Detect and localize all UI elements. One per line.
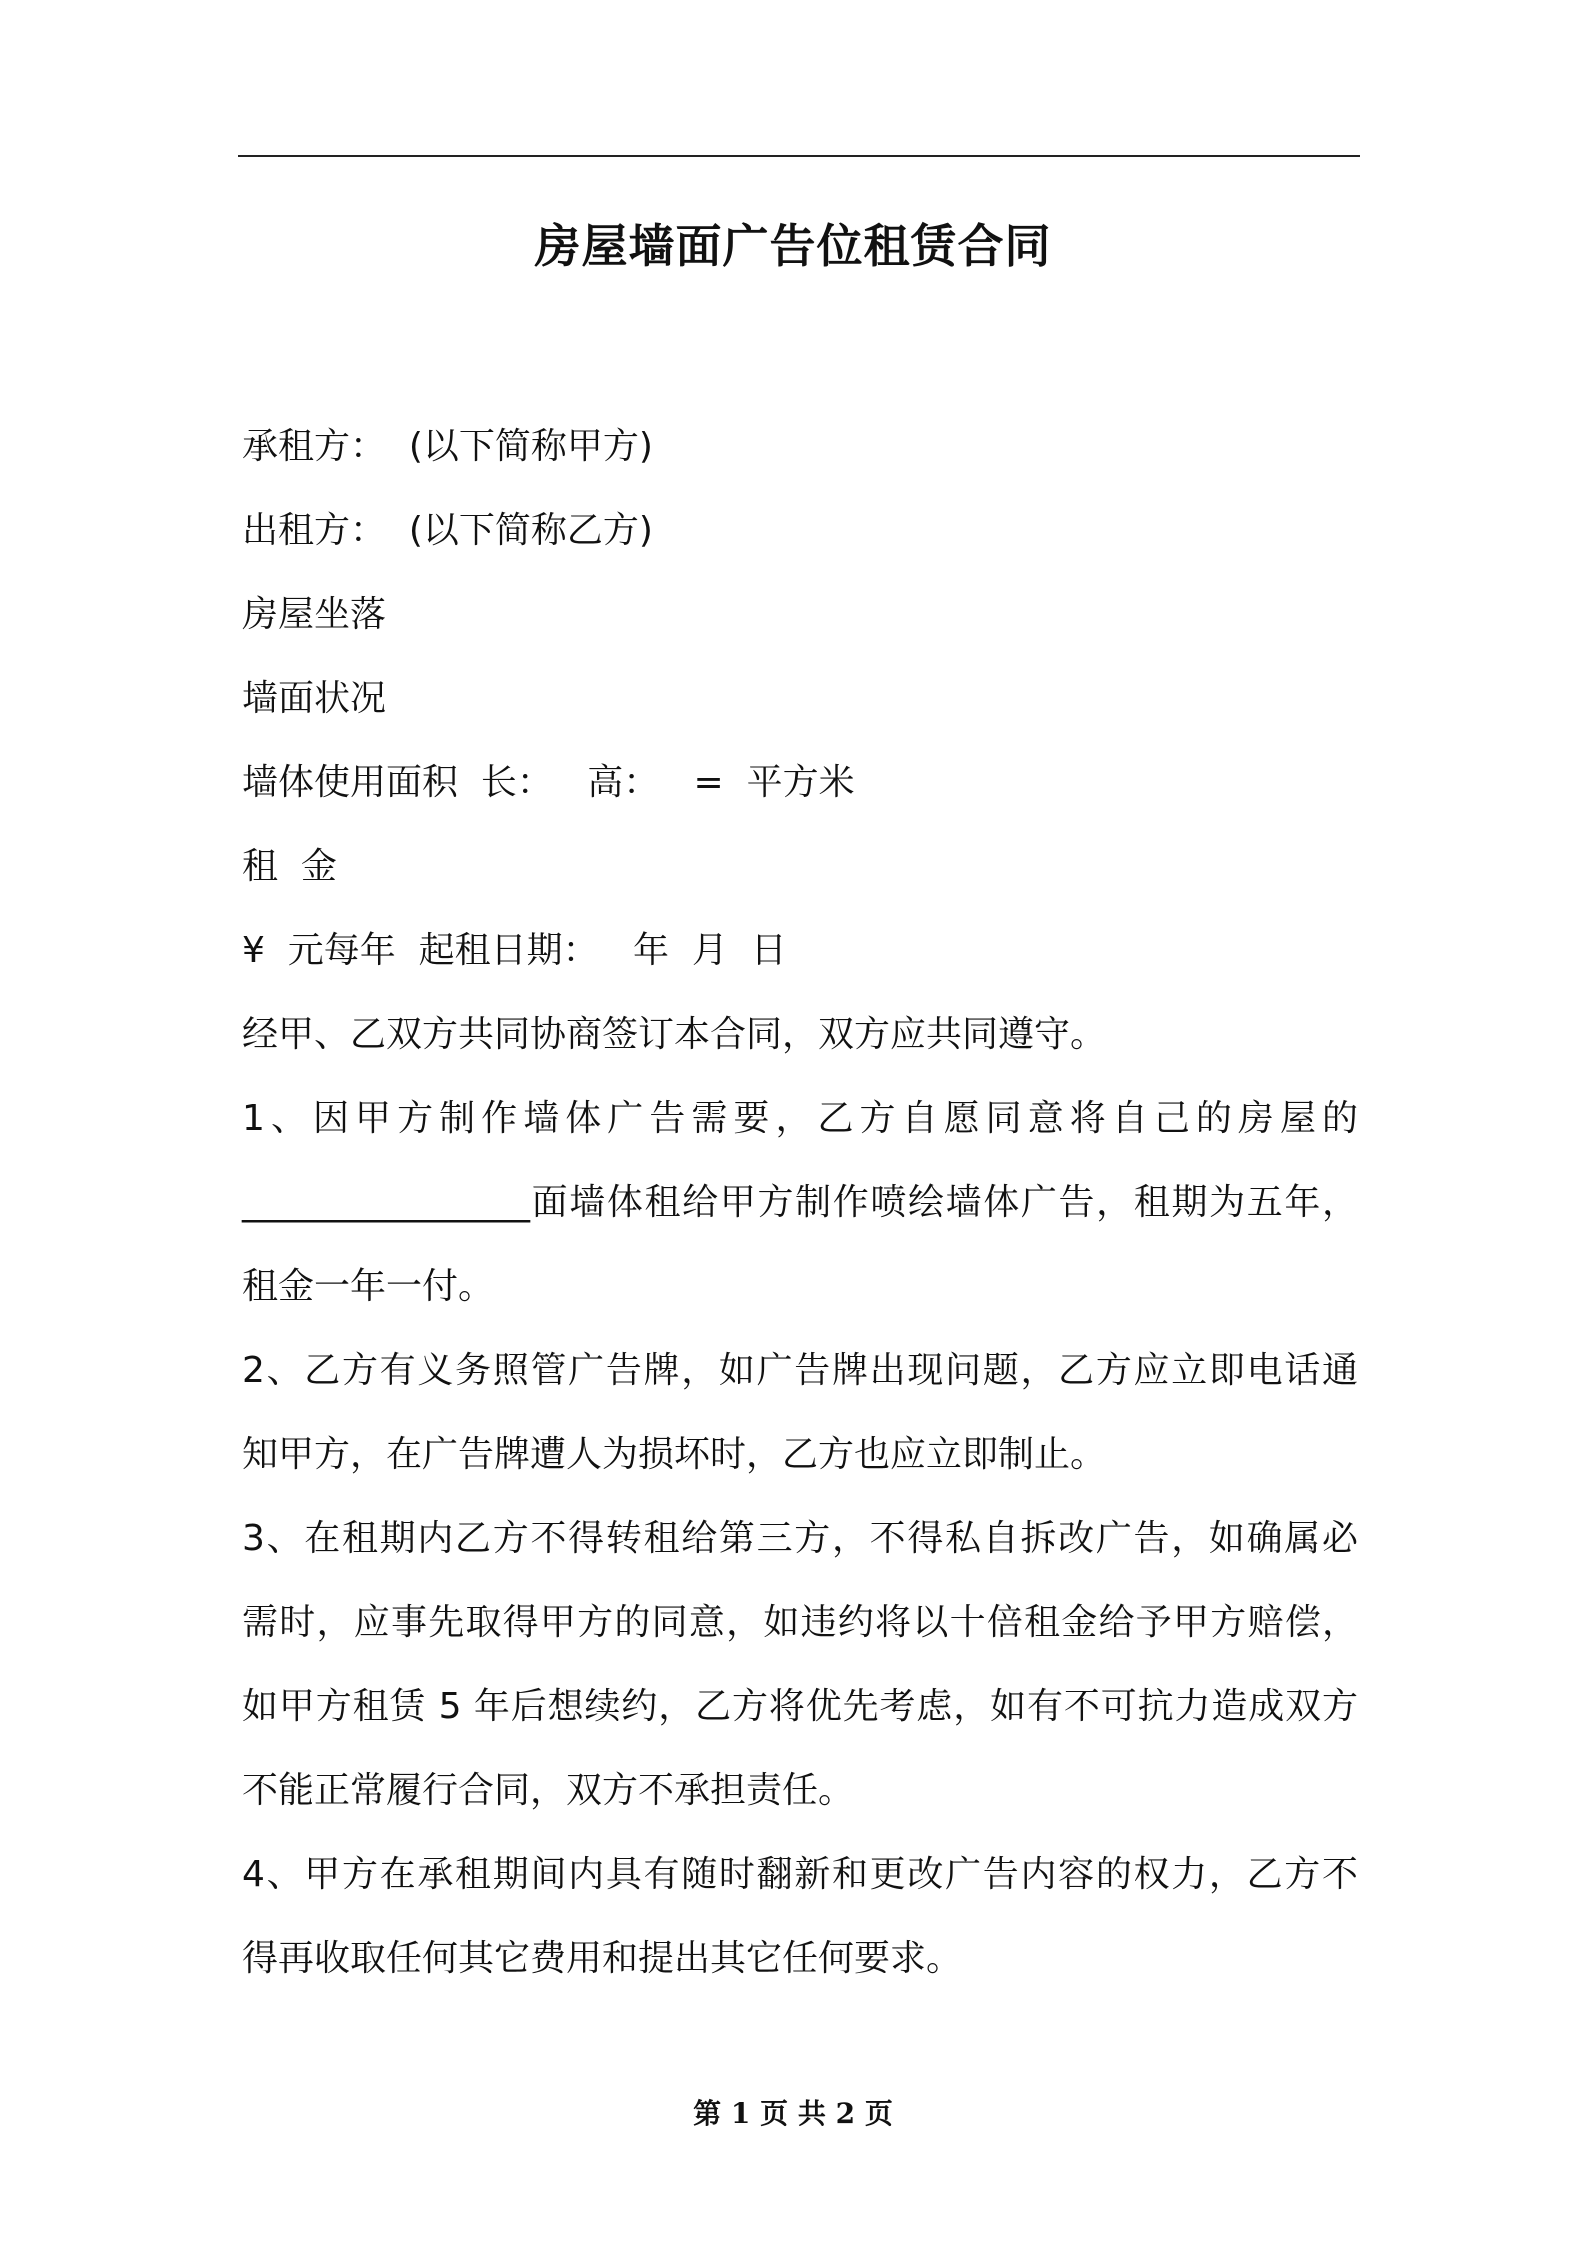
landlord-line: 出租方： (以下简称乙方)	[242, 510, 653, 551]
agreement-intro: 经甲、乙双方共同协商签订本合同，双方应共同遵守。	[242, 1014, 1107, 1055]
clause-1-line-2: ________________面墙体租给甲方制作喷绘墙体广告，租期为五年，	[242, 1182, 1358, 1223]
clause-3-line-2: 需时，应事先取得甲方的同意，如违约将以十倍租金给予甲方赔偿，	[242, 1602, 1358, 1643]
location-line: 房屋坐落	[242, 594, 387, 635]
contract-body	[242, 405, 1358, 2001]
header-rule	[238, 155, 1360, 157]
document-title: 房屋墙面广告位租赁合同	[534, 219, 1052, 273]
clause-1-line-3: 租金一年一付。	[242, 1266, 495, 1307]
rent-amount-line: ¥ 元每年 起租日期： 年 月 日	[242, 930, 787, 971]
tenant-line: 承租方： (以下简称甲方)	[242, 426, 653, 467]
wall-condition-line: 墙面状况	[242, 678, 387, 719]
clause-2-line-2: 知甲方，在广告牌遭人为损坏时，乙方也应立即制止。	[242, 1434, 1107, 1475]
clause-3-line-3: 如甲方租赁 5 年后想续约，乙方将优先考虑，如有不可抗力造成双方	[242, 1686, 1358, 1727]
rent-label-line: 租 金	[242, 846, 337, 887]
clause-4-line-2: 得再收取任何其它费用和提出其它任何要求。	[242, 1938, 963, 1979]
page-number-footer: 第 1 页 共 2 页	[693, 2097, 893, 2130]
wall-area-line: 墙体使用面积 长： 高： = 平方米	[242, 762, 855, 803]
clause-2-line-1: 2、乙方有义务照管广告牌，如广告牌出现问题，乙方应立即电话通	[242, 1350, 1358, 1391]
clause-4-line-1: 4、甲方在承租期间内具有随时翻新和更改广告内容的权力，乙方不	[242, 1854, 1358, 1895]
clause-1-line-1: 1、因甲方制作墙体广告需要，乙方自愿同意将自己的房屋的	[242, 1098, 1358, 1139]
clause-3-line-4: 不能正常履行合同，双方不承担责任。	[242, 1770, 855, 1811]
clause-3-line-1: 3、在租期内乙方不得转租给第三方，不得私自拆改广告，如确属必	[242, 1518, 1358, 1559]
